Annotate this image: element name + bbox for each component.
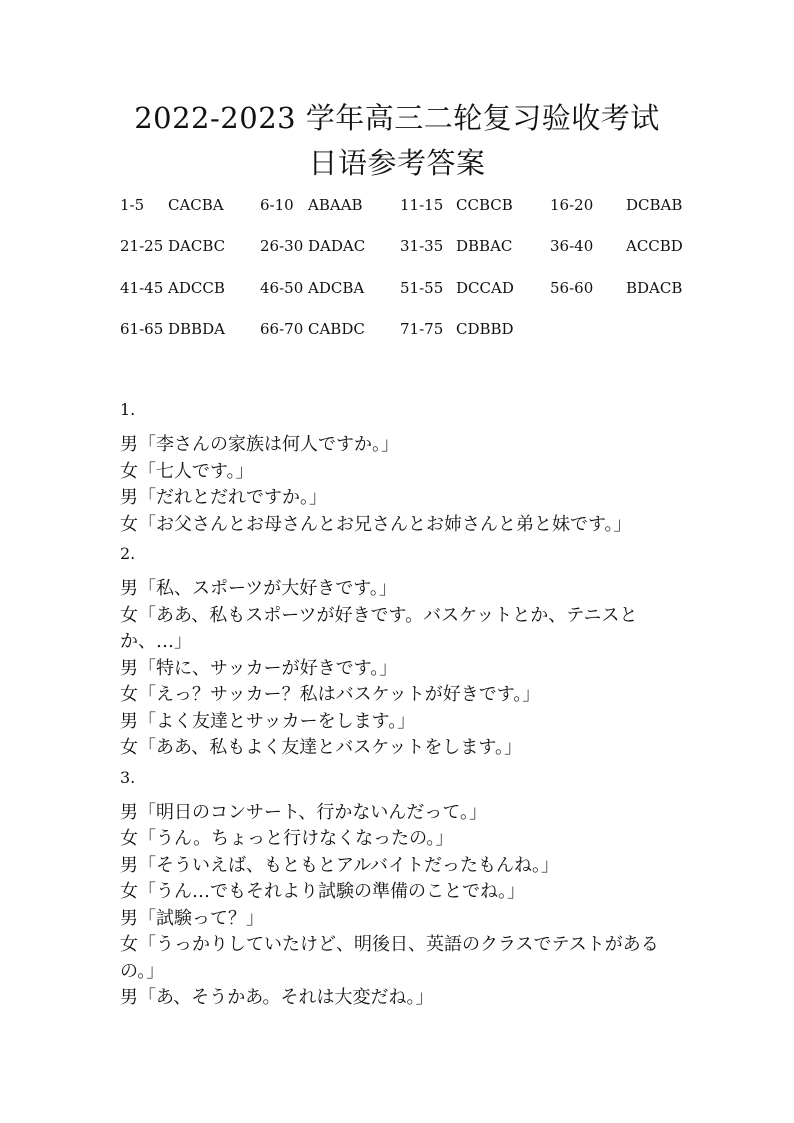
question-range: 46-50: [260, 278, 304, 297]
answer-letters: BDACB: [626, 278, 683, 297]
question-range: 16-20: [550, 195, 594, 214]
answer-cell: [260, 279, 400, 297]
answer-row: [120, 226, 720, 268]
answer-letters: CDBBD: [456, 320, 514, 339]
exam-title: 2022-2023 学年高三二轮复习验收考试: [134, 101, 660, 135]
question-range: 6-10: [260, 195, 294, 214]
answer-cell: [400, 279, 550, 297]
answer-letters: DCCAD: [456, 278, 514, 297]
dialogue-line: 男「特に、サッカーが好きです。」: [120, 657, 398, 679]
question-range: 11-15: [400, 195, 444, 214]
answer-key-table: [120, 184, 720, 350]
dialogue-line: 女「ああ、私もスポーツが好きです。バスケットとか、テニスとか、…」: [120, 604, 638, 652]
answer-row: [120, 309, 720, 351]
dialogue-line: 女「うっかりしていたけど、明後日、英語のクラスでテストがあるの。」: [120, 934, 659, 982]
question-range: 61-65: [120, 320, 164, 339]
answer-letters: ADCCB: [168, 278, 225, 297]
answer-cell: [120, 237, 260, 255]
answer-cell: [400, 320, 550, 338]
answer-letters: DCBAB: [626, 195, 683, 214]
dialogue-line: 男「だれとだれですか。」: [120, 487, 327, 508]
dialogue-number: 1.: [120, 400, 136, 419]
question-range: 41-45: [120, 278, 164, 297]
dialogue-number: 2.: [120, 544, 136, 563]
answer-cell: [400, 237, 550, 255]
dialogue-line: 男「そういえば、もともとアルバイトだったもんね。」: [120, 854, 560, 876]
answer-letters: CACBA: [168, 195, 224, 214]
question-range: 36-40: [550, 237, 594, 256]
dialogue-line: 女「ああ、私もよく友達とバスケットをします。」: [120, 737, 522, 758]
question-range: 71-75: [400, 320, 444, 339]
answer-cell: [120, 279, 260, 297]
dialogue-line: 男「あ、そうかあ。それは大変だね。」: [120, 987, 434, 1008]
dialogue-line: 女「えっ？サッカー？私はバスケットが好きです。」: [120, 684, 541, 705]
dialogue-line: 女「お父さんとお母さんとお兄さんとお姉さんと弟と妹です。」: [120, 513, 632, 535]
question-range: 66-70: [260, 320, 304, 339]
answer-letters: DACBC: [168, 237, 226, 256]
answer-row: [120, 267, 720, 309]
dialogue-section: [120, 542, 680, 762]
dialogue-line: 男「李さんの家族は何人ですか。」: [120, 434, 399, 455]
question-range: 51-55: [400, 278, 444, 297]
answer-letters: ABAAB: [308, 195, 363, 214]
question-range: 56-60: [550, 278, 594, 297]
dialogue-line: 女「うん。ちょっと行けなくなったの。」: [120, 828, 454, 849]
dialogue-line: 女「うん…でもそれより試験の準備のことでね。」: [120, 881, 525, 902]
answer-letters: CCBCB: [456, 195, 513, 214]
answer-letters: ACCBD: [626, 237, 683, 256]
dialogue-line: 男「私、スポーツが大好きです。」: [120, 578, 397, 599]
answer-cell: [550, 196, 720, 214]
answer-cell: [260, 196, 400, 214]
answer-cell: [120, 196, 260, 214]
answer-letters: DADAC: [308, 237, 366, 256]
question-range: 1-5: [120, 195, 145, 214]
answer-letters: DBBDA: [168, 320, 225, 339]
answer-letters: DBBAC: [456, 237, 513, 256]
question-range: 26-30: [260, 237, 304, 256]
answer-key-title: 日语参考答案: [308, 146, 486, 180]
answer-cell: [120, 320, 260, 338]
dialogue-section: [120, 398, 680, 538]
dialogue-number: 3.: [120, 767, 136, 787]
question-range: 31-35: [400, 237, 444, 256]
question-range: 21-25: [120, 237, 164, 256]
dialogue-line: 女「七人です。」: [120, 460, 254, 482]
answer-letters: ADCBA: [308, 278, 365, 297]
answer-cell: [260, 320, 400, 338]
answer-letters: CABDC: [308, 320, 365, 339]
answer-cell: [550, 237, 720, 255]
answer-row: [120, 184, 720, 226]
answer-cell: [400, 196, 550, 214]
listening-transcripts: [120, 398, 680, 1016]
answer-cell: [550, 279, 720, 297]
dialogue-line: 男「よく友達とサッカーをします。」: [120, 710, 416, 732]
dialogue-section: [120, 766, 680, 1012]
answer-cell: [260, 237, 400, 255]
dialogue-line: 男「明日のコンサート、行かないんだって。」: [120, 801, 488, 823]
dialogue-line: 男「試験って？」: [120, 907, 264, 929]
